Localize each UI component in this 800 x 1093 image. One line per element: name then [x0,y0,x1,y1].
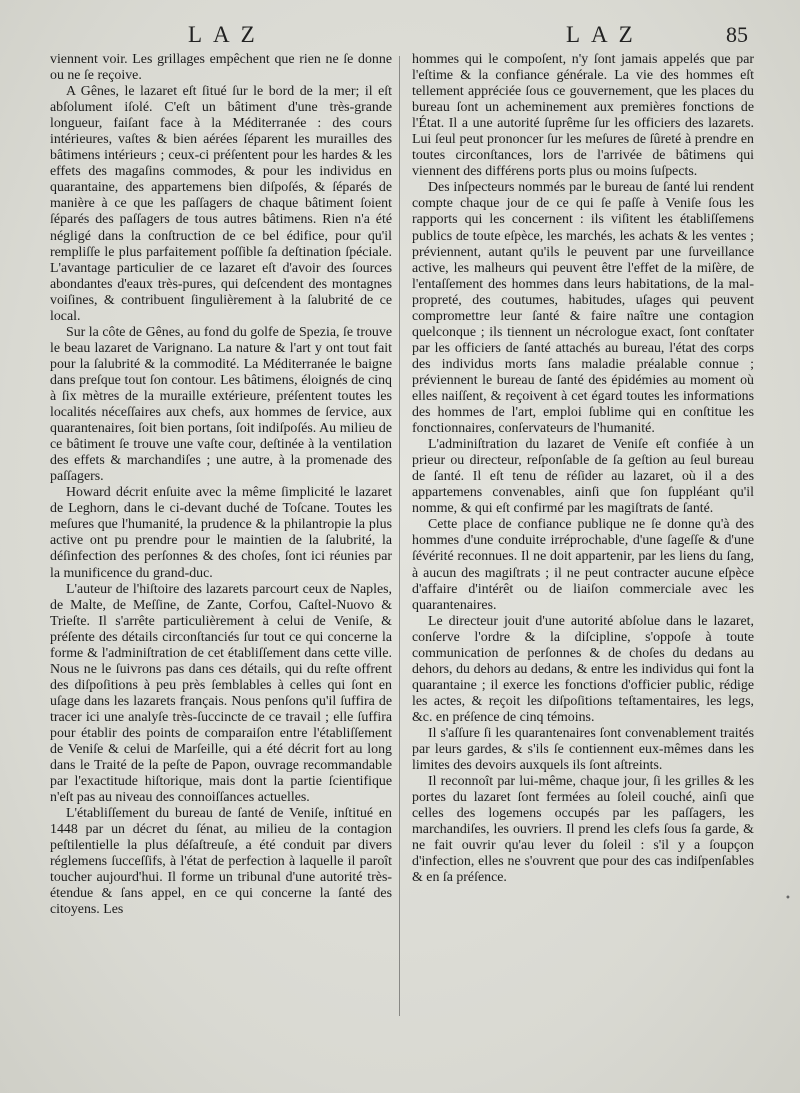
left-column [50,52,392,919]
paragraph: L'adminiſtration du lazaret de Veniſe eſt confiée à un prieur ou directeur, reſponſable de ſa geſtion au ſeul bureau de ſanté. Il eſt tenu de réſider au lazaret, où il a des appartemens convenables, ainſi que ſon ſuppléant qu'il nomme, & qui eſt confirmé par les magiſtrats de ſanté. [412,437,754,517]
paragraph: L'auteur de l'hiſtoire des lazarets parcourt ceux de Naples, de Malte, de Meſſine, de Zante, Corfou, Caſtel-Nuovo & Trieſte. Il s'arrête particulièrement à celui de Veniſe, & préſente des détails circonſtanciés ſur tout ce qui concerne la forme & l'adminiſtration de cet établiſſement dans cette ville. Nous ne le ſuivrons pas dans ces détails, qui du reſte offrent des diſpoſitions à peu près ſemblables à celles qui ſont en uſage dans les lazarets français. Nous penſons qu'il ſuffira de tracer ici une analyſe très-ſuccincte de ce travail ; elle ſuffira pour établir des points de comparaiſon entre l'établiſſement de Veniſe & celui de Marſeille, qui a été décrit fort au long dans le Traité de la peſte de Papon, ouvrage recommandable par l'exactitude hiſtorique, mais dont la partie ſcientifique n'eſt pas au niveau des connoiſſances actuelles. [50,581,392,806]
right-column [412,52,754,886]
page-header [48,22,748,52]
paragraph: A Gênes, le lazaret eſt ſitué ſur le bord de la mer; il eſt abſolument iſolé. C'eſt un bâtiment d'une très-grande longueur, faiſant face à la Méditerranée : des cours intérieures, vaſtes & bien aérées ſéparent les murailles des bâtimens intérieurs ; ceux-ci préſentent pour les hardes & les effets des magaſins commodes, & pour les individus en quarantaine, des appartemens bien diſpoſés, & ſéparés de manière à ce que les paſſagers de chaque bâtiment ſoient ſéparés des paſſagers de tous autres bâtimens. Rien n'a été négligé dans la conſtruction de ce bel édifice, pour qu'il rempliſſe le plus parfaitement poſſible ſa deſtination ſpéciale. L'avantage particulier de ce lazaret eſt d'avoir des ſources abondantes d'eaux très-pures, qui deſcendent des montagnes voiſines, & contribuent ſingulièrement à la ſalubrité de ce local. [50,84,392,324]
right-running-head: LAZ [566,22,644,47]
paragraph: Des inſpecteurs nommés par le bureau de ſanté lui rendent compte chaque jour de ce qui ſe paſſe à Veniſe ſous les rapports qui les concernent : ils viſitent les établiſſemens publics de toute eſpèce, les marchés, les achats & les ventes ; préviennent, autant qu'ils le peuvent par une ſurveillance active, les malheurs qui peuvent être l'effet de la miſère, de l'entaſſement des hommes dans leurs habitations, de la mal-propreté, des coutumes, habitudes, uſages qui peuvent compromettre leur ſanté & faire naître une contagion quelconque ; ils tiennent un nécrologue exact, ſont conſtater par les officiers de ſanté attachés au bureau, l'état des corps des individus morts ſans maladie préalable connue ; préviennent le bureau de ſanté des épidémies au moment où elles naiſſent, & reçoivent à cet égard toutes les informations des hommes de l'art, emploi ſublime qui en conſtitue les fonctionnaires, conſervateurs de l'humanité. [412,180,754,437]
paragraph: Le directeur jouit d'une autorité abſolue dans le lazaret, conſerve l'ordre & la diſcipline, s'oppoſe à toute communication de perſonnes & de choſes du dedans au dehors, du dehors au dedans, & entre les individus qui font la quarantaine ; il exerce les fonctions d'officier public, rédige les actes, & reçoit les diſpoſitions teſtamentaires, les legs, &c. en préſence de cinq témoins. [412,613,754,725]
margin-mark: • [785,893,791,904]
column-divider [399,56,400,1016]
page-number: 85 [726,22,748,47]
left-running-head: LAZ [188,22,266,47]
paragraph: Cette place de confiance publique ne ſe donne qu'à des hommes d'une conduite irréprochable, d'une ſageſſe & d'une ſévérité reconnues. Il ne doit appartenir, par les liens du ſang, à aucun des magiſtrats ; il ne peut contracter aucune eſpèce d'affaire d'intérêt ou de liaiſon commerciale avec les quarantenaires. [412,517,754,613]
paragraph: viennent voir. Les grillages empêchent que rien ne ſe donne ou ne ſe reçoive. [50,52,392,84]
paragraph: Howard décrit enſuite avec la même ſimplicité le lazaret de Leghorn, dans le ci-devant duché de Toſcane. Toutes les meſures que l'humanité, la prudence & la philantropie la plus active ont pu prendre pour le maintien de la ſalubrité, la déſinfection des perſonnes & des choſes, ſont ici réunies par la munificence du grand-duc. [50,485,392,581]
paragraph: L'établiſſement du bureau de ſanté de Veniſe, inſtitué en 1448 par un décret du ſénat, au milieu de la contagion peſtilentielle la plus déſaſtreuſe, a été conduit par divers réglemens ſucceſſifs, à l'état de perfection à laquelle il paroît toucher aujourd'hui. Il forme un tribunal d'une autorité très-étendue & ſans appel, en ce qui concerne la ſanté des citoyens. Les [50,806,392,918]
paragraph: Sur la côte de Gênes, au fond du golfe de Spezia, ſe trouve le beau lazaret de Varignano. La nature & l'art y ont tout fait pour la ſalubrité & la commodité. La Méditerranée le baigne dans preſque tout ſon contour. Les bâtimens, éloignés de cinq à ſix mètres de la muraille extérieure, préſentent toutes les localités néceſſaires aux chefs, aux hommes de ſervice, aux quarantenaires, ſoit bien portans, ſoit indiſpoſés. Au milieu de ce bâtiment ſe trouve une vaſte cour, deſtinée à la ventilation des effets & marchandiſes ; une autre, à la promenade des paſſagers. [50,324,392,485]
paragraph: Il reconnoît par lui-même, chaque jour, ſi les grilles & les portes du lazaret ſont fermées au ſoleil couché, ainſi que celles des logemens occupés par les paſſagers, les marchandiſes, les ouvriers. Il prend les clefs ſous ſa garde, & ne fait ouvrir qu'au lever du ſoleil : s'il y a ſoupçon d'infection, elles ne s'ouvrent que pour des cas indiſpenſables & en ſa préſence. [412,774,754,886]
paragraph: Il s'aſſure ſi les quarantenaires ſont convenablement traités par leurs gardes, & s'ils ſe contiennent eux-mêmes dans les limites des devoirs auxquels ils ſont aſtreints. [412,725,754,774]
paragraph: hommes qui le compoſent, n'y ſont jamais appelés que par l'eſtime & la confiance générale. La vie des hommes eſt tellement appréciée ſous ce gouvernement, que les places du bureau ſont un acheminement aux premières fonctions de l'État. Il a une autorité ſuprême ſur les officiers des lazarets. Lui ſeul peut prononcer ſur les meſures de ſûreté à prendre en toutes circonſtances, lors de l'arrivée de bâtimens qui viennent des différens ports plus ou moins ſuſpects. [412,52,754,180]
